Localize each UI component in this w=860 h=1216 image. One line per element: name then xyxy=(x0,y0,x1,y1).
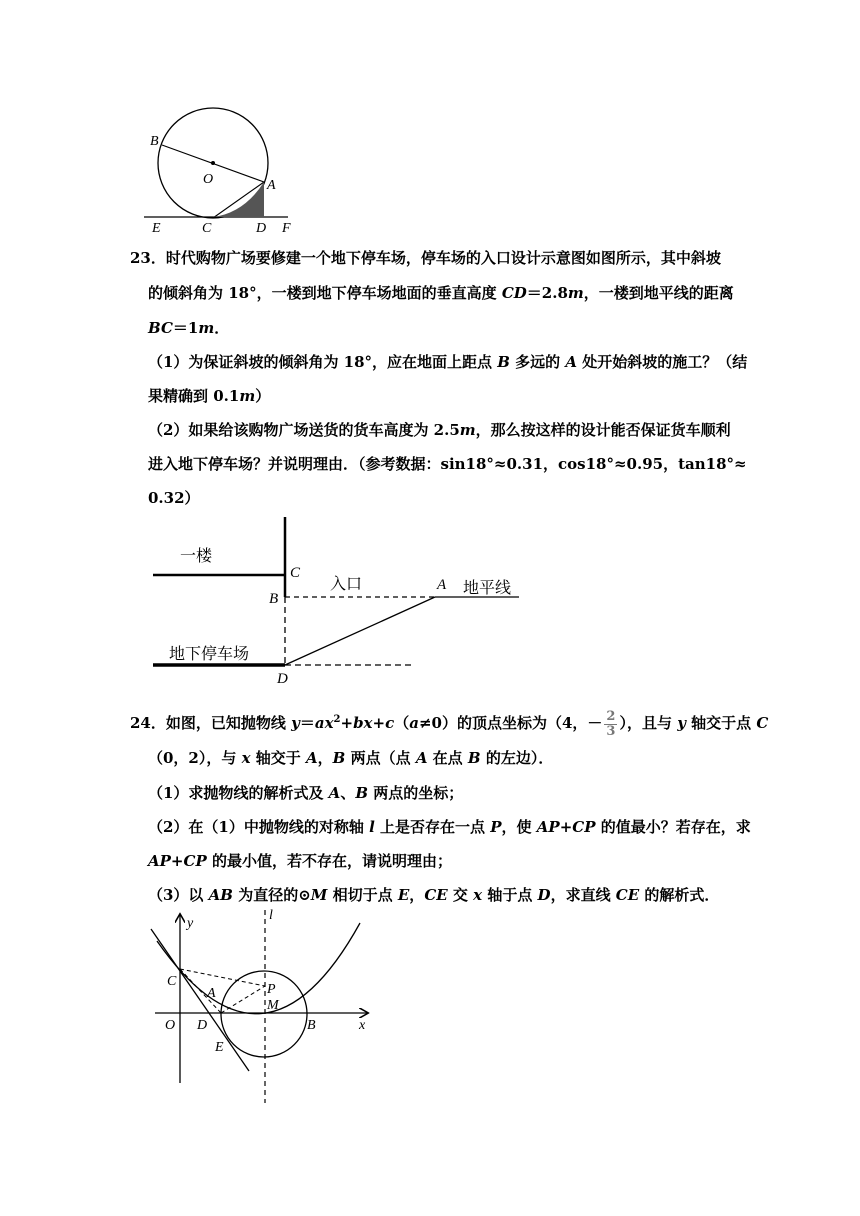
q24-p3m: ，求直线 xyxy=(550,886,616,904)
frac-numerator: 2 xyxy=(606,708,616,724)
label-y: y xyxy=(187,916,194,931)
q24-l2g: 两点（点 xyxy=(345,749,416,767)
q24-l1n: y xyxy=(677,714,686,732)
q23-line3 xyxy=(148,318,229,338)
q23-p2d: 进入地下停车场？并说明理由．（参考数据：sin18°≈0.31，cos18°≈0.95，tan18°≈ xyxy=(148,455,747,473)
q23-p1d: A xyxy=(565,353,578,371)
q24-p3g: ， xyxy=(409,886,425,904)
q24-p3f: E xyxy=(397,886,410,904)
q24-p3e: 相切于点 xyxy=(327,886,398,904)
q24-p1a: （1）求抛物线的解析式及 xyxy=(148,784,329,802)
q23-p1c: 多远的 xyxy=(509,353,566,371)
q24-p3d: M xyxy=(310,886,328,904)
label-c: C xyxy=(202,221,212,235)
figure-circle-tangent xyxy=(140,105,300,235)
label-entrance: 入口 xyxy=(330,576,363,593)
q24-p2h: CP xyxy=(572,818,596,836)
label-a23: A xyxy=(437,577,447,593)
label-d23: D xyxy=(277,671,288,687)
q23-p2c: ，那么按这样的设计能否保证货车顺利 xyxy=(475,421,731,439)
q23-unit-m2: m xyxy=(198,319,215,337)
label-a: A xyxy=(267,178,276,193)
q23-p1h: ） xyxy=(255,387,271,405)
label-x24: x xyxy=(359,1018,366,1033)
parabola-curve xyxy=(157,923,360,1014)
q24-p1b: A xyxy=(328,784,341,802)
q23-text2e: ，一楼到地平线的距离 xyxy=(583,284,734,302)
q23-p1e: 处开始斜坡的施工？（结 xyxy=(577,353,748,371)
q23-part1-line2 xyxy=(148,386,270,406)
q24-p2k: + xyxy=(170,852,184,870)
q24-p1e: 两点的坐标； xyxy=(368,784,464,802)
label-a24: A xyxy=(207,986,216,1001)
q23-text2c: ＝2.8 xyxy=(526,284,568,302)
q23-part2-line3 xyxy=(148,488,200,508)
label-b: B xyxy=(150,134,159,149)
label-l: l xyxy=(269,908,273,923)
q23-bc: BC xyxy=(148,319,173,337)
label-horizon: 地平线 xyxy=(463,580,512,597)
label-d24: D xyxy=(197,1018,208,1033)
ramp-da xyxy=(285,597,435,665)
q24-p3l: D xyxy=(537,886,551,904)
q23-line2 xyxy=(148,283,734,303)
q24-part2-line2 xyxy=(148,851,452,871)
q24-p3j: x xyxy=(473,886,483,904)
q24-line2 xyxy=(148,748,553,768)
q24-p3o: 的解析式． xyxy=(639,886,720,904)
q24-l1o: 轴交于点 xyxy=(685,714,757,732)
label-m24: M xyxy=(267,998,279,1013)
label-o24: O xyxy=(165,1018,176,1033)
q24-p2b: l xyxy=(369,818,375,836)
q24-l2j: B xyxy=(467,749,481,767)
q24-number: 24． xyxy=(130,714,166,732)
q23-p2a: （2）如果给该购物广场送货的货车高度为 2.5 xyxy=(148,421,460,439)
label-e24: E xyxy=(215,1040,224,1055)
q23-text3d: ． xyxy=(214,319,230,337)
q24-p1d: B xyxy=(355,784,369,802)
q24-l1m: ），且与 xyxy=(619,714,678,732)
q24-p2a: （2）在（1）中抛物线的对称轴 xyxy=(148,818,370,836)
q24-l1l: ≠0）的顶点坐标为（4，－ xyxy=(418,714,603,732)
q24-p2e: ，使 xyxy=(501,818,537,836)
center-dot xyxy=(211,161,215,165)
q24-l1i: c xyxy=(385,714,395,732)
q24-p2f: AP xyxy=(536,818,560,836)
q24-l1b: y xyxy=(291,714,300,732)
q24-p3a: （3）以 xyxy=(148,886,209,904)
q24-l2f: B xyxy=(332,749,346,767)
q23-p1b: B xyxy=(497,353,510,371)
label-b24: B xyxy=(307,1018,316,1033)
q24-p2g: + xyxy=(559,818,573,836)
q24-l1j: （ xyxy=(394,714,410,732)
q23-part1-line1 xyxy=(148,352,747,372)
q24-l1a: 如图，已知抛物线 xyxy=(165,714,292,732)
figure-parking-ramp xyxy=(145,515,530,690)
q24-p3k: 轴于点 xyxy=(482,886,538,904)
label-f: F xyxy=(282,221,291,235)
label-garage: 地下停车场 xyxy=(169,646,250,663)
q24-p2i: 的值最小？若存在，求 xyxy=(595,818,751,836)
label-c23: C xyxy=(290,565,301,581)
q24-l2i: 在点 xyxy=(427,749,468,767)
q24-l1d: ax xyxy=(314,714,334,732)
q24-l2d: A xyxy=(306,749,318,767)
label-b23: B xyxy=(269,591,279,607)
q23-text3b: ＝1 xyxy=(172,319,199,337)
q24-l2a: （0，2），与 xyxy=(148,749,242,767)
q24-p3i: 交 xyxy=(447,886,474,904)
q23-text2a: 的倾斜角为 18°，一楼到地下停车场地面的垂直高度 xyxy=(148,284,502,302)
q24-l1g: bx xyxy=(353,714,373,732)
label-c24: C xyxy=(167,974,177,989)
q24-p2l: CP xyxy=(183,852,207,870)
q24-p3h: CE xyxy=(424,886,448,904)
q24-line1 xyxy=(130,703,768,740)
fraction-two-thirds xyxy=(604,710,617,739)
q24-l1p: C xyxy=(756,714,769,732)
q23-cd: CD xyxy=(501,284,527,302)
q24-l1k: a xyxy=(409,714,419,732)
label-e: E xyxy=(152,221,161,235)
q24-p3b: AB xyxy=(208,886,233,904)
label-o: O xyxy=(203,172,214,187)
q24-l2c: 轴交于 xyxy=(250,749,307,767)
q23-part2-line2 xyxy=(148,454,747,474)
q24-l1c: ＝ xyxy=(299,714,315,732)
q24-p1c: 、 xyxy=(340,784,356,802)
q24-p2m: 的最小值，若不存在，请说明理由； xyxy=(206,852,452,870)
label-floor1: 一楼 xyxy=(180,548,213,565)
q24-p3c: 为直径的⊙ xyxy=(233,886,311,904)
q23-p2e: 0.32） xyxy=(148,489,200,507)
q24-l1h: + xyxy=(372,714,386,732)
q24-p2j: AP xyxy=(148,852,171,870)
q23-unit-m: m xyxy=(567,284,584,302)
q24-part3 xyxy=(148,885,719,905)
q24-p2c: 上是否存在一点 xyxy=(374,818,491,836)
q24-part2-line1 xyxy=(148,817,751,837)
q24-p2d: P xyxy=(490,818,502,836)
figure-parabola-circle xyxy=(145,905,380,1105)
label-d: D xyxy=(256,221,267,235)
q23-part2-line1 xyxy=(148,420,731,440)
q23-p2b: m xyxy=(459,421,476,439)
q23-p1g: m xyxy=(239,387,256,405)
q24-part1 xyxy=(148,783,463,803)
q24-l1e: 2 xyxy=(333,714,341,725)
frac-denominator: 3 xyxy=(606,723,616,739)
q23-p1f: 果精确到 0.1 xyxy=(148,387,240,405)
q23-p1a: （1）为保证斜坡的倾斜角为 18°，应在地面上距点 xyxy=(148,353,498,371)
q24-l2b: x xyxy=(241,749,251,767)
q23-line1 xyxy=(130,248,721,268)
q23-number: 23． xyxy=(130,249,166,267)
q23-text1: 时代购物广场要修建一个地下停车场，停车场的入口设计示意图如图所示，其中斜坡 xyxy=(165,249,721,267)
q24-l2k: 的左边）． xyxy=(480,749,554,767)
q24-l2e: ， xyxy=(317,749,333,767)
q24-p3n: CE xyxy=(615,886,640,904)
tangent-line-ce xyxy=(151,929,249,1071)
q24-l2h: A xyxy=(415,749,428,767)
q24-l1f: + xyxy=(340,714,354,732)
label-p24: P xyxy=(267,982,276,997)
circle-m xyxy=(221,971,307,1057)
